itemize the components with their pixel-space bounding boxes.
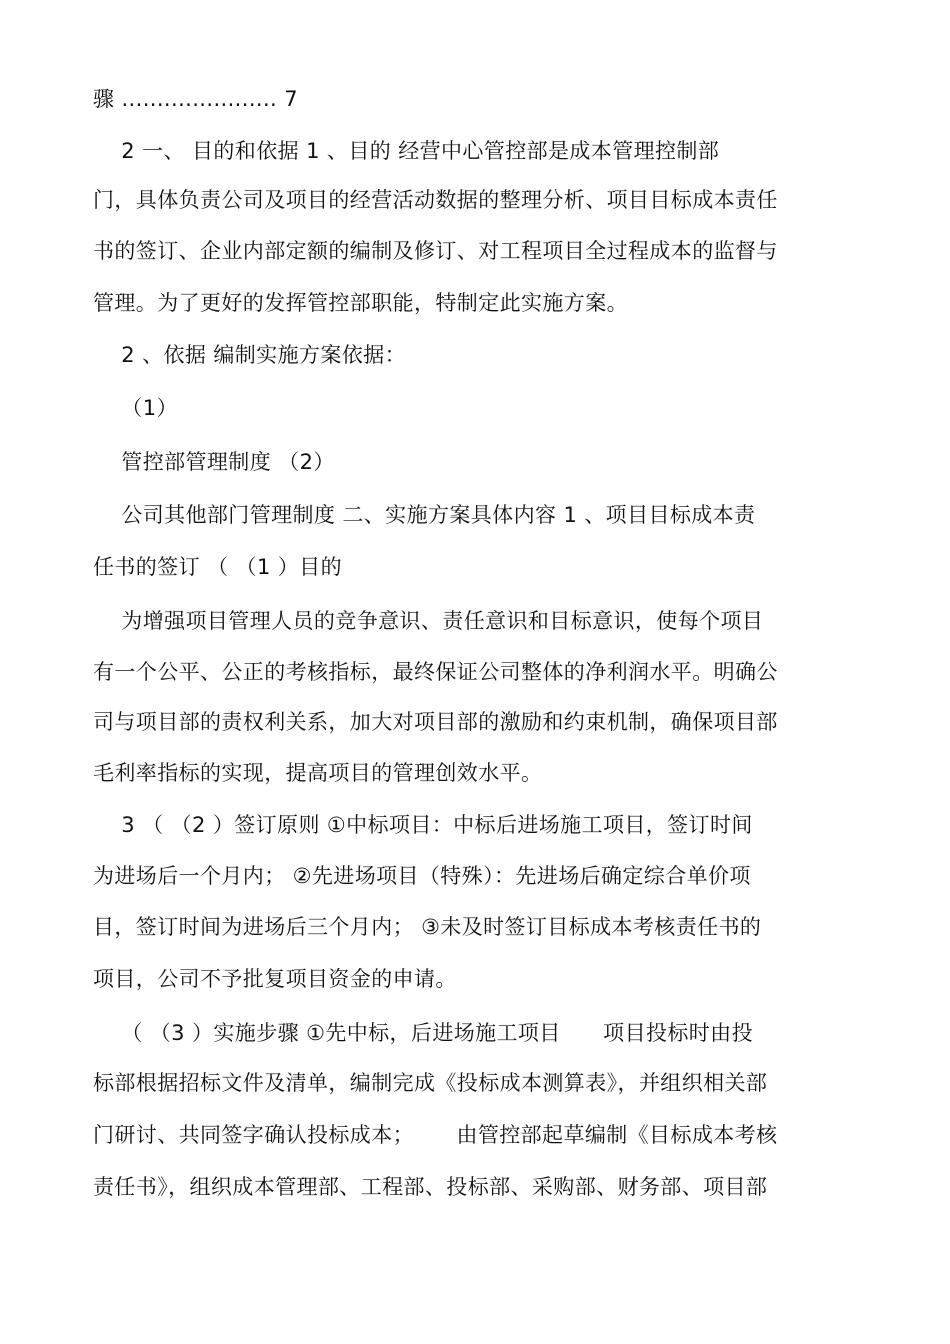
text-line-9: 公司其他部门管理制度 二、实施方案具体内容 1 、项目目标成本责 (93, 503, 756, 527)
text-line-1: 骤 ...................... 7 (93, 87, 298, 111)
text-line-2: 2 一、 目的和依据 1 、目的 经营中心管控部是成本管理控制部 (93, 139, 720, 163)
text-line-6: 2 、依据 编制实施方案依据： (93, 343, 407, 367)
text-line-3: 门，具体负责公司及项目的经营活动数据的整理分析、项目目标成本责任 (93, 188, 778, 212)
text-line-11: 为增强项目管理人员的竞争意识、责任意识和目标意识，使每个项目 (93, 609, 764, 633)
text-line-7: （1） (93, 396, 178, 420)
text-line-21: 门研讨、共同签字确认投标成本； 由管控部起草编制《目标成本考核 (93, 1123, 778, 1147)
text-line-20: 标部根据招标文件及清单，编制完成《投标成本测算表》，并组织相关部 (93, 1071, 768, 1095)
text-line-13: 司与项目部的责权利关系，加大对项目部的激励和约束机制，确保项目部 (93, 710, 778, 734)
text-line-19: （ （3 ）实施步骤 ①先中标，后进场施工项目 项目投标时由投 (93, 1021, 753, 1045)
text-line-5: 管理。为了更好的发挥管控部职能，特制定此实施方案。 (93, 291, 628, 315)
text-line-17: 目，签订时间为进场后三个月内； ③未及时签订目标成本考核责任书的 (93, 915, 762, 939)
text-line-15: 3 （ （2 ）签订原则 ①中标项目：中标后进场施工项目，签订时间 (93, 813, 753, 837)
text-line-22: 责任书》，组织成本管理部、工程部、投标部、采购部、财务部、项目部 (93, 1175, 768, 1199)
text-line-10: 任书的签订 （ （1 ）目的 (93, 555, 342, 579)
text-line-8: 管控部管理制度 （2） (93, 450, 335, 474)
text-line-12: 有一个公平、公正的考核指标，最终保证公司整体的净利润水平。明确公 (93, 660, 778, 684)
text-line-4: 书的签订、企业内部定额的编制及修订、对工程项目全过程成本的监督与 (93, 239, 778, 263)
text-line-16: 为进场后一个月内； ②先进场项目（特殊）：先进场后确定综合单价项 (93, 864, 751, 888)
text-line-14: 毛利率指标的实现，提高项目的管理创效水平。 (93, 761, 543, 785)
text-line-18: 项目，公司不予批复项目资金的申请。 (93, 967, 457, 991)
